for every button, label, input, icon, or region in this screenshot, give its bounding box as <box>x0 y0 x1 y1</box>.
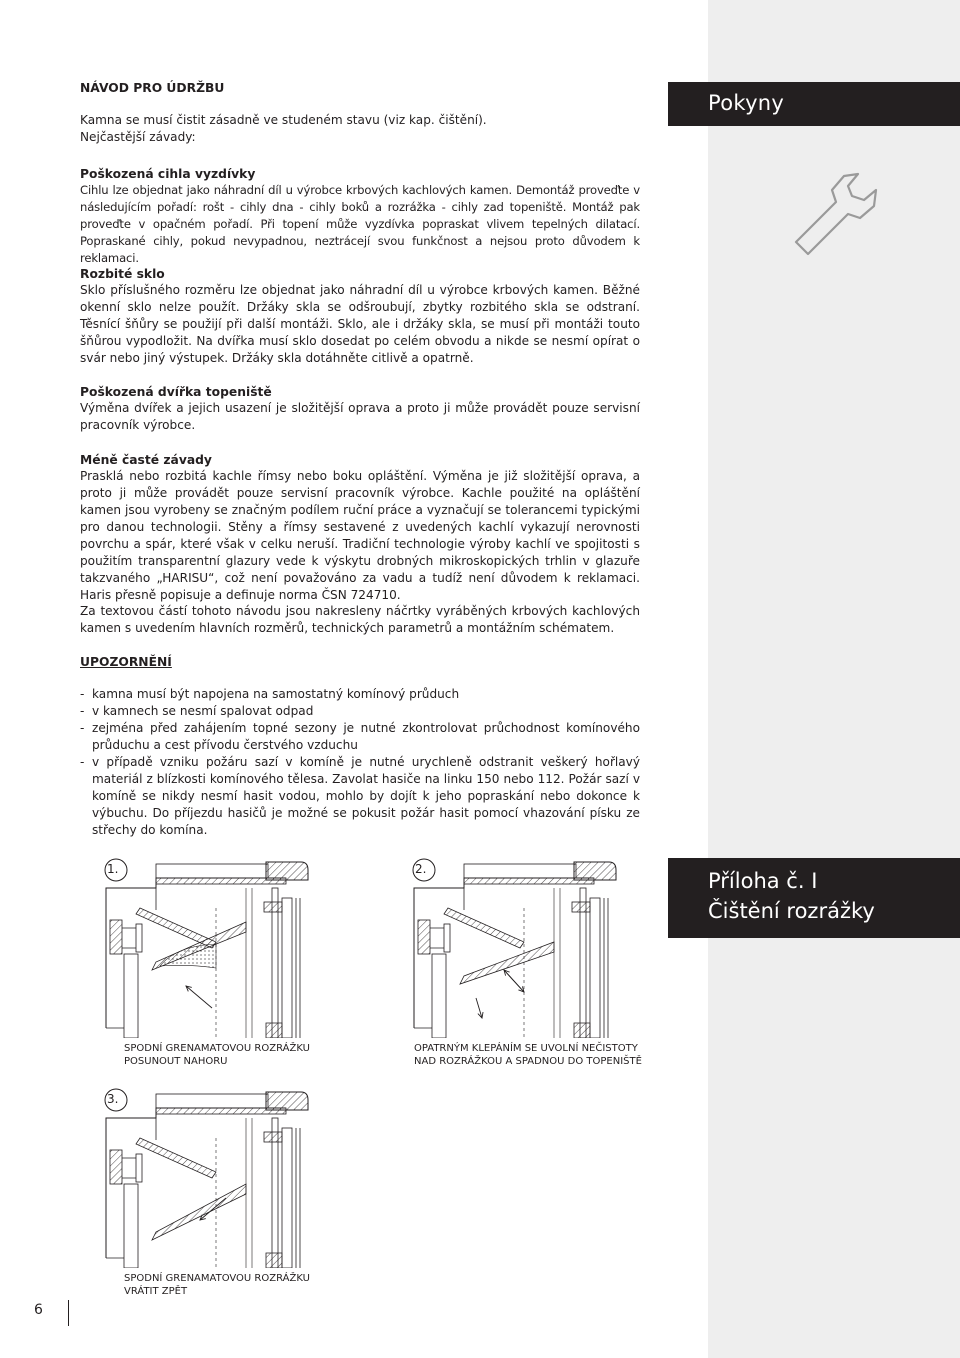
diagram-number: 2. <box>415 862 427 876</box>
diagram-2-caption <box>414 1042 642 1068</box>
warning-heading: UPOZORNĚNÍ <box>80 655 172 669</box>
appendix-title: Příloha č. I <box>708 869 818 893</box>
brick-heading: Poškozená cihla vyzdívky <box>80 167 256 181</box>
diagram-3-caption <box>124 1272 310 1298</box>
intro-line-1: Kamna se musí čistit zásadně ve studeném stavu (viz kap. čištění). <box>80 113 487 127</box>
glass-text: Sklo příslušného rozměru lze objednat jako náhradní díl u výrobce krbových kamen. Běžné okenní sklo nelze použít. Držáky skla se odšroubují, zbytky rozbitého skla se odstraní. Těsnící šňůry se použijí při další montáži. Sklo, ale i držáky skla, se musí při montáži touto šňůrou vypodložit. Na dvířka musí sklo dosedat po celém obvodu a nikde se nesmí opírat o svár nebo jiný výstupek. Držáky skla dotáhněte citlivě a opatrně. <box>80 283 640 365</box>
warning-list <box>80 686 640 839</box>
caption-line: NAD ROZRÁŽKOU A SPADNOU DO TOPENIŠTĚ <box>414 1056 642 1067</box>
door-text: Výměna dvířek a jejich usazení je složitější oprava a proto ji může provádět pouze servisní pracovník výrobce. <box>80 401 640 432</box>
list-item: - v případě vzniku požáru sazí v komíně je nutné urychleně odstranit veškerý hořlavý materiál z blízkosti komínového tělesa. Zavolat hasiče na linku 150 nebo 112. Požár sazí v komíně se nikdy nesmí hasit vodou, mohlo by dojít k jeho popraskání nebo dokonce k výbuchu. Do příjezdu hasičů je možné se pokusit požár hasit pomocí vhazování písku ze střechy do komína. <box>80 754 640 839</box>
page-number: 6 <box>34 1302 43 1318</box>
diagram-number: 1. <box>107 862 119 876</box>
caption-line: VRÁTIT ZPĚT <box>124 1286 188 1297</box>
caption-line: SPODNÍ GRENAMATOVOU ROZRÁŽKU <box>124 1273 310 1284</box>
caption-line: POSUNOUT NAHORU <box>124 1056 228 1067</box>
list-item: - zejména před zahájením topné sezony je nutné zkontrolovat průchodnost komínového průduchu a cest přívodu čerstvého vzduchu <box>80 720 640 754</box>
diagram-1-caption <box>124 1042 310 1068</box>
section-tab-label: Pokyny <box>708 91 785 115</box>
caption-line: OPATRNÝM KLEPÁNÍM SE UVOLNÍ NEČISTOTY <box>414 1043 638 1054</box>
door-heading: Poškozená dvířka topeniště <box>80 385 272 399</box>
diagram-1 <box>96 858 336 1038</box>
caption-line: SPODNÍ GRENAMATOVOU ROZRÁŽKU <box>124 1043 310 1054</box>
list-item: - v kamnech se nesmí spalovat odpad <box>80 703 640 720</box>
intro-line-2: Nejčastější závady: <box>80 130 196 144</box>
wrench-icon <box>786 168 882 264</box>
diagram-3 <box>96 1088 336 1268</box>
rare-text: Prasklá nebo rozbitá kachle římsy nebo boku opláštění. Výměna je již složitější oprava, a proto ji může provádět pouze servisní pracovník výrobce. Kachle použité na opláštění kamen jsou vyrobeny se značným podílem ruční práce a vyznačují se tolerancemi typickými pro danou technologii. Stěny a římsy sestavené z uvedených kachlí vykazují nerovnosti povrchu a spár, které však v celku neruší. Tradiční technologie výroby kachlí ve spojitosti s použitím transparentní glazury vede k výskytu drobných mikroskopických trhlin v glazuře takzvaného „HARISU“, což není považováno za vadu a tudíž není důvodem k reklamaci. Haris přesně popisuje a definuje norma ČSN 724710. <box>80 469 640 602</box>
appendix-subtitle: Čištění rozrážky <box>708 899 875 923</box>
rare-text-2: Za textovou částí tohoto návodu jsou nakresleny náčrtky vyráběných krbových kachlových kamen s uvedením hlavních rozměrů, technických parametrů a montážním schématem. <box>80 604 640 635</box>
rare-heading: Méně časté závady <box>80 453 212 467</box>
maintenance-heading: NÁVOD PRO ÚDRŽBU <box>80 81 225 95</box>
section-tab-pokyny <box>668 82 960 126</box>
section-tab-priloha <box>668 858 960 938</box>
list-item: - kamna musí být napojena na samostatný komínový průduch <box>80 686 640 703</box>
glass-heading: Rozbité sklo <box>80 267 165 281</box>
diagram-number: 3. <box>107 1092 119 1106</box>
brick-text: Cihlu lze objednat jako náhradní díl u výrobce krbových kachlových kamen. Demontáž proveďte v následujícím pořadí: rošt - cihly dna - cihly boků a rozrážka - cihly zad topeniště. Montáž pak proveďte v opačném pořadí. Při topení může vyzdívka popraskat vlivem tepelných dilatací. Popraskané cihly, pokud nevypadnou, neztrácejí svou funkčnost a nejsou proto důvodem k reklamaci. <box>80 183 640 265</box>
diagram-2 <box>404 858 644 1038</box>
page-divider <box>68 1300 69 1326</box>
